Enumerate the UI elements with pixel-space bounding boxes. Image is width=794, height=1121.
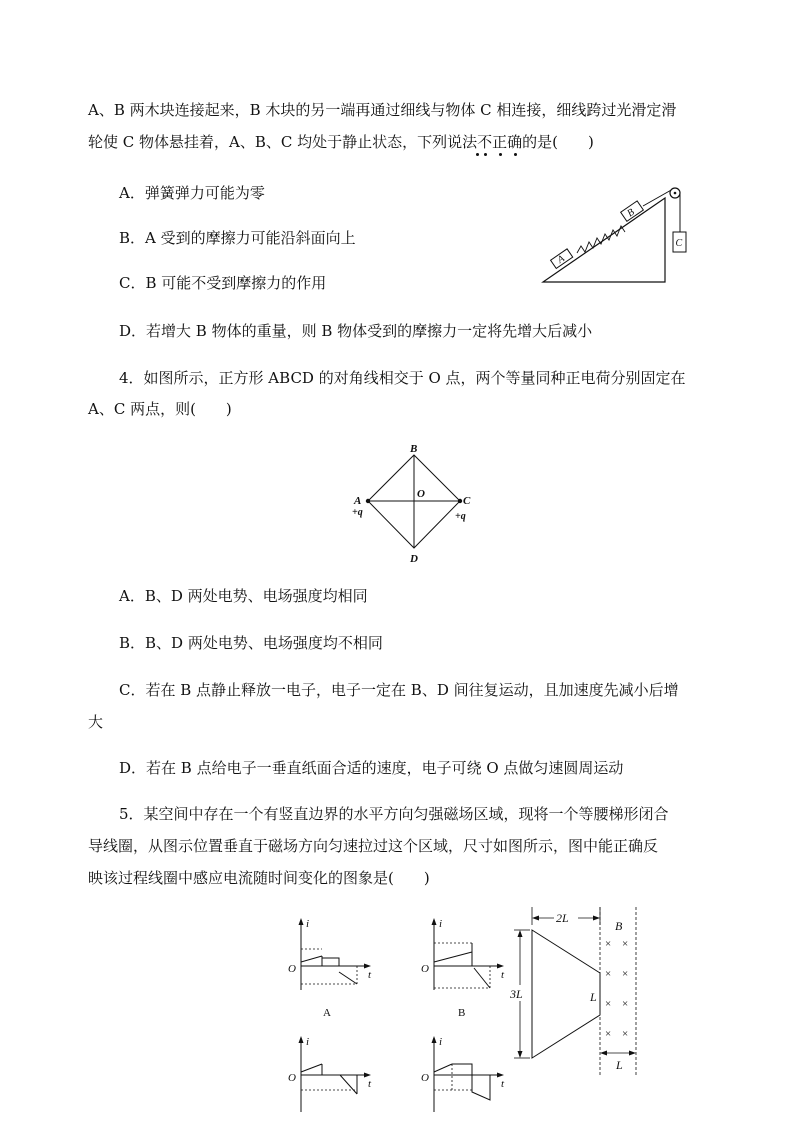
svg-text:×: ×: [622, 968, 629, 980]
label-c: C: [463, 495, 471, 507]
q4-option-a: A．B、D 两处电势、电场强度均相同: [119, 587, 368, 605]
dim-l-bottom: L: [616, 1058, 623, 1072]
q3-stem-emph-text: 不正确: [477, 133, 523, 151]
q5-stem-line3: 映该过程线圈中感应电流随时间变化的图象是( ): [88, 869, 430, 887]
q3-stem-line2: [88, 131, 594, 153]
label-a: A: [354, 495, 362, 507]
q3-stem-line1: A、B 两木块连接起来，B 木块的另一端再通过细线与物体 C 相连接，细线跨过光滑定滑: [88, 101, 677, 119]
svg-text:O: O: [288, 1072, 296, 1084]
svg-text:i: i: [306, 918, 310, 930]
block-b: [621, 201, 644, 222]
svg-text:O: O: [421, 1072, 429, 1084]
svg-text:A: A: [323, 1007, 331, 1019]
q4-stem-line2: A、C 两点，则( ): [88, 400, 232, 418]
q4-option-c-wrap: 大: [88, 713, 104, 731]
label-qc: +q: [455, 511, 466, 522]
svg-text:×: ×: [605, 1028, 612, 1040]
field-crosses: [605, 938, 628, 1040]
svg-text:i: i: [306, 1036, 310, 1048]
graph-d: [421, 1036, 505, 1121]
dim-2l: 2L: [556, 911, 569, 925]
label-o: O: [417, 488, 425, 500]
graphs-figure: [285, 910, 525, 1120]
svg-text:×: ×: [622, 998, 629, 1010]
coil-field-figure: [510, 905, 670, 1080]
charge-a: [366, 499, 370, 503]
graph-c: [288, 1036, 372, 1121]
svg-text:t: t: [501, 1078, 505, 1090]
svg-text:t: t: [368, 1078, 372, 1090]
svg-text:×: ×: [605, 968, 612, 980]
q5-stem-line1: 5．某空间中存在一个有竖直边界的水平方向匀强磁场区域，现将一个等腰梯形闭合: [119, 805, 669, 823]
svg-text:×: ×: [622, 938, 629, 950]
block-a: [551, 249, 574, 269]
dim-l-right: L: [590, 990, 597, 1004]
block-b-label: B: [625, 206, 637, 220]
q4-stem-line1: 4．如图所示，正方形 ABCD 的对角线相交于 O 点，两个等量同种正电荷分别固定在: [119, 369, 686, 387]
square-figure: [348, 440, 478, 570]
svg-text:t: t: [501, 969, 505, 981]
svg-text:B: B: [458, 1007, 466, 1019]
dim-3l: 3L: [510, 987, 523, 1001]
svg-text:×: ×: [605, 938, 612, 950]
q3-option-c: C．B 可能不受到摩擦力的作用: [119, 274, 327, 292]
q3-option-b: B．A 受到的摩擦力可能沿斜面向上: [119, 229, 356, 247]
q3-stem-text: 轮使 C 物体悬挂着，A、B、C 均处于静止状态，下列说法: [88, 133, 478, 151]
incline-figure: [535, 180, 695, 290]
svg-text:i: i: [439, 1036, 443, 1048]
graph-a: [288, 918, 372, 1019]
svg-text:×: ×: [605, 998, 612, 1010]
block-a-label: A: [555, 253, 567, 266]
q5-stem-line2: 导线圈，从图示位置垂直于磁场方向匀速拉过这个区域，尺寸如图所示，图中能正确反: [88, 837, 659, 855]
label-d: D: [410, 553, 418, 565]
graph-b: [421, 918, 505, 1019]
q3-option-a: A．弹簧弹力可能为零: [119, 184, 265, 202]
svg-text:t: t: [368, 969, 372, 981]
q3-stem-text-end: 的是( ): [522, 133, 594, 151]
q3-option-d: D．若增大 B 物体的重量，则 B 物体受到的摩擦力一定将先增大后减小: [119, 322, 593, 340]
svg-text:×: ×: [622, 1028, 629, 1040]
svg-text:O: O: [288, 963, 296, 975]
charge-c: [458, 499, 462, 503]
q4-option-d: D．若在 B 点给电子一垂直纸面合适的速度，电子可绕 O 点做匀速圆周运动: [119, 759, 624, 777]
incline-wedge: [543, 198, 665, 282]
label-qa: +q: [352, 507, 363, 518]
q4-option-c: C．若在 B 点静止释放一电子，电子一定在 B、D 间往复运动，且加速度先减小后增: [119, 681, 679, 699]
svg-text:O: O: [421, 963, 429, 975]
field-label: B: [615, 919, 623, 933]
block-c-label: C: [675, 238, 683, 249]
q4-option-b: B．B、D 两处电势、电场强度均不相同: [119, 634, 383, 652]
label-b: B: [410, 443, 418, 455]
svg-text:i: i: [439, 918, 443, 930]
